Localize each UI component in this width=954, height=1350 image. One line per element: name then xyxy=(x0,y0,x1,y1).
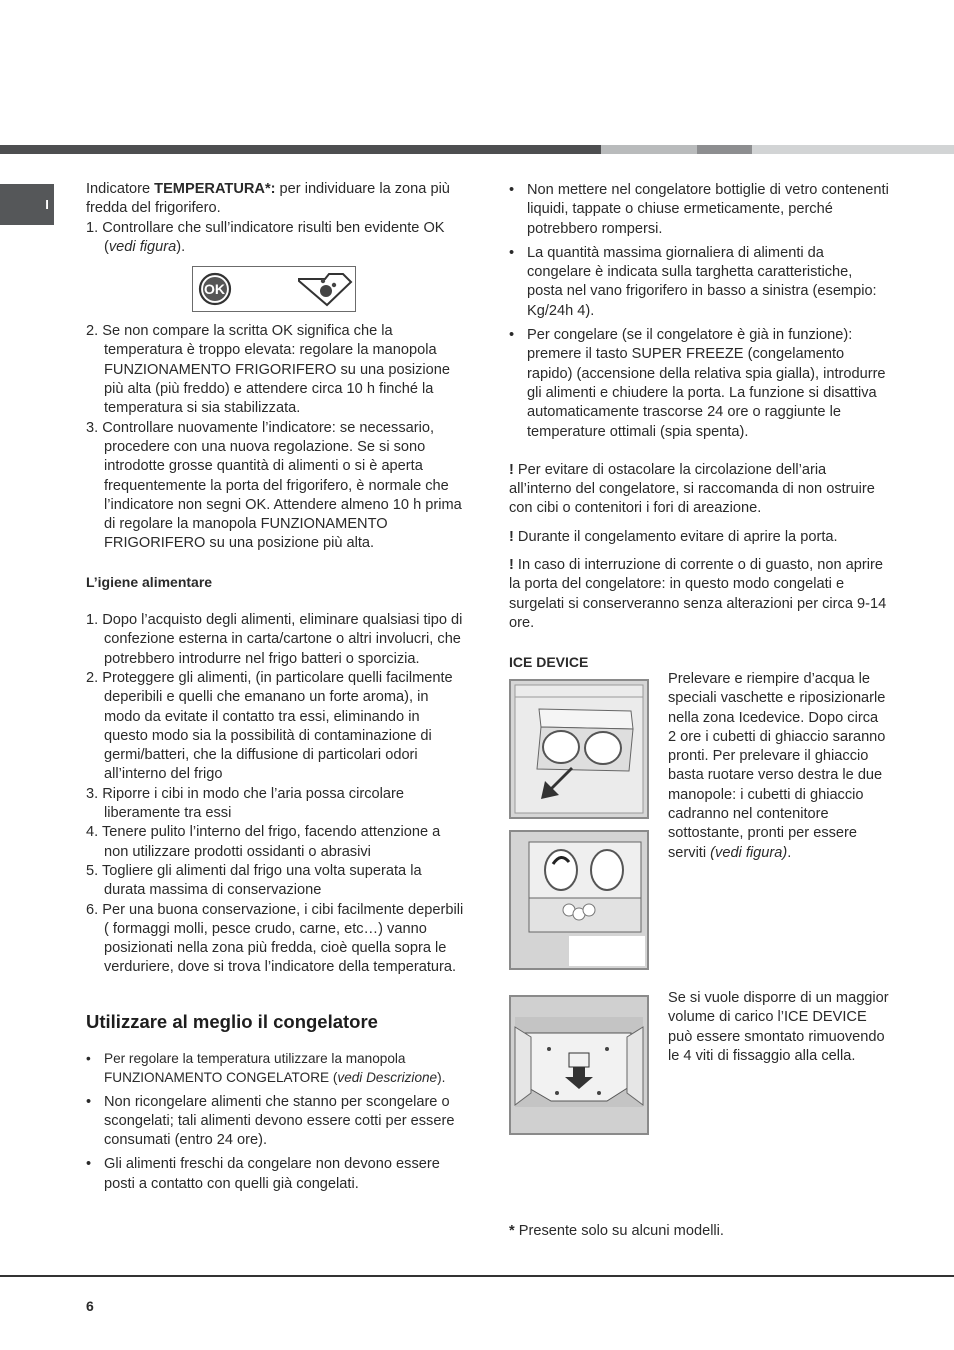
ice-text-italic: (vedi figura) xyxy=(710,844,788,861)
step1-text: 1. Controllare che sull’indicatore risulti ben evidente OK ( xyxy=(86,219,445,255)
freezer-bullet: • Gli alimenti freschi da congelare non devono essere posti a contatto con quelli già congelati. xyxy=(86,1155,466,1194)
intro-bold: TEMPERATURA*: xyxy=(154,181,276,197)
header-bar-pale xyxy=(752,145,954,154)
header-bar-dark xyxy=(0,145,601,154)
freezer-bullet: • Non mettere nel congelatore bottiglie di vetro contenenti liquidi, tappate o chiuse ermeticamente, perché potrebbero rompersi. xyxy=(509,181,889,239)
warning-mark: ! xyxy=(509,557,514,574)
step1-italic: vedi figura xyxy=(108,238,177,255)
hygiene-list xyxy=(86,611,466,978)
warning-text: Per evitare di ostacolare la circolazione dell’aria all’interno del congelatore, si raccomanda di non ostruire con cibi o contenitori i fori di areazione. xyxy=(509,461,875,517)
ok-label: OK xyxy=(204,281,225,298)
step1-end: ). xyxy=(176,238,186,255)
warning-1 xyxy=(509,461,889,519)
freezer-bullet: • Non ricongelare alimenti che stanno per scongelare o scongelati; tali alimenti devono essere cotti per essere consumati (entro 24 ore). xyxy=(86,1093,466,1151)
fb1-italic: vedi Descrizione xyxy=(337,1070,438,1086)
hygiene-item: 2. Proteggere gli alimenti, (in particolare quelli facilmente deperibili e quelli che emanano un forte aroma), in modo da evitate il contatto tra essi, eliminando in questo modo sia la possibilità di contaminazione di germi/batteri, che la diffusione di particolari odori all’interno del frigo xyxy=(86,669,453,783)
hygiene-item: 6. Per una buona conservazione, i cibi facilmente deperbili ( formaggi molli, pesce crudo, carne, etc…) vanno posizionati nella zona più fredda, cioè quella sopra le verduriere, dove si trova l’indicatore della temperatura. xyxy=(86,901,464,976)
language-tab xyxy=(0,184,54,225)
warning-mark: ! xyxy=(509,461,514,478)
ice-knobs-illustration xyxy=(511,832,647,968)
left-column xyxy=(86,180,466,1194)
intro-prefix: Indicatore xyxy=(86,181,155,197)
step-2: 2. Se non compare la scritta OK significa che la temperatura è troppo elevata: regolare la manopola FUNZIONAMENTO FRIGORIFERO su una posizione più alta (più freddo) e attendere circa 10 h finché la temperatura si sia stabilizzata. xyxy=(86,323,451,417)
hygiene-title: L’igiene alimentare xyxy=(86,573,213,590)
hygiene-item: 3. Riporre i cibi in modo che l’aria possa circolare liberamente tra essi xyxy=(86,785,404,822)
ice-text-end: . xyxy=(787,844,792,861)
fb1-end: ). xyxy=(437,1070,446,1086)
freezer-bullets xyxy=(86,1049,466,1194)
footnote xyxy=(509,1223,724,1239)
fb1-text: Per regolare la temperatura utilizzare la manopola FUNZIONAMENTO CONGELATORE ( xyxy=(104,1050,406,1086)
ice-knobs-figure xyxy=(509,830,649,970)
footer-rule xyxy=(0,1275,954,1277)
warning-text: Durante il congelamento evitare di aprire la porta. xyxy=(513,528,838,545)
step-1 xyxy=(86,219,466,258)
header-bar-light xyxy=(601,145,697,154)
ice-removal-figure xyxy=(509,995,649,1135)
temperature-indicator-intro xyxy=(86,180,466,219)
hygiene-item: 1. Dopo l’acquisto degli alimenti, eliminare qualsiasi tipo di confezione esterna in carta/cartone o altri involucri, che potrebbero introdurre nel frigo batteri o sporcizia. xyxy=(86,612,463,667)
footnote-star: * xyxy=(509,1223,515,1239)
freezer-bullet: • La quantità massima giornaliera di alimenti da congelare è indicata sulla targhetta caratteristiche, posta nel vano frigorifero in basso a sinistra (esempio: Kg/24h 4). xyxy=(509,244,889,321)
header-bar-mid xyxy=(697,145,752,154)
ice-tray-figure xyxy=(509,679,649,819)
step-3: 3. Controllare nuovamente l’indicatore: se necessario, procedere con una nuova regolazione. Se si sono introdotte grosse quantità di alimenti o si è aperta frequentemente la porta del frigorifero, è normale che l’indicatore non segni OK. Attendere almeno 10 h prima di regolare la manopola FUNZIONAMENTO FRIGORIFERO su una posizione più alta. xyxy=(86,419,462,552)
right-column xyxy=(509,181,889,673)
ice-text: Prelevare e riempire d’acqua le speciali vaschette e riposizionarle nella zona Icedevice. Dopo circa 2 ore i cubetti di ghiaccio saranno pronti. Per prelevare il ghiaccio basta ruotare verso destra le due manopole: i cubetti di ghiaccio cadranno nel contenitore sottostante, pronti per essere serviti xyxy=(668,671,886,861)
freezer-title: Utilizzare al meglio il congelatore xyxy=(86,1010,378,1032)
intro-rest: per individuare la zona più fredda del frigorifero. xyxy=(86,181,450,217)
ice-removal-illustration xyxy=(511,997,647,1133)
hygiene-item: 5. Togliere gli alimenti dal frigo una volta superata la durata massima di conservazione xyxy=(86,862,422,899)
page-number: 6 xyxy=(86,1298,94,1314)
footnote-text: Presente solo su alcuni modelli. xyxy=(514,1223,724,1239)
freezer-bullet xyxy=(86,1049,466,1088)
hygiene-item: 4. Tenere pulito l’interno del frigo, facendo attenzione a non utilizzare prodotti ossidanti o abrasivi xyxy=(86,824,441,860)
ice-device-instructions xyxy=(668,670,890,863)
ok-indicator-figure xyxy=(192,266,356,312)
language-code: I xyxy=(45,197,49,212)
warning-text: In caso di interruzione di corrente o di guasto, non aprire la porta del congelatore: in questo modo congelati e surgelati si conserveranno senza alterazioni per circa 9-14 ore. xyxy=(509,557,887,631)
warning-mark: ! xyxy=(509,528,514,545)
warning-3 xyxy=(509,556,889,633)
ice-tray-illustration xyxy=(511,681,647,817)
ice-device-removal-text: Se si vuole disporre di un maggior volume di carico l’ICE DEVICE può essere smontato rimuovendo le 4 viti di fissaggio alla cella. xyxy=(668,990,889,1064)
freezer-bullet: • Per congelare (se il congelatore è già in funzione): premere il tasto SUPER FREEZE (congelamento rapido) (accensione della relativa spia gialla), introdurre gli alimenti e chiudere la porta. La funzione si disattiva automaticamente trascorse 24 ore o raggiunte le temperature ottimali (spia spenta). xyxy=(509,326,889,442)
ice-device-title: ICE DEVICE xyxy=(509,654,589,671)
warning-2 xyxy=(509,528,889,547)
